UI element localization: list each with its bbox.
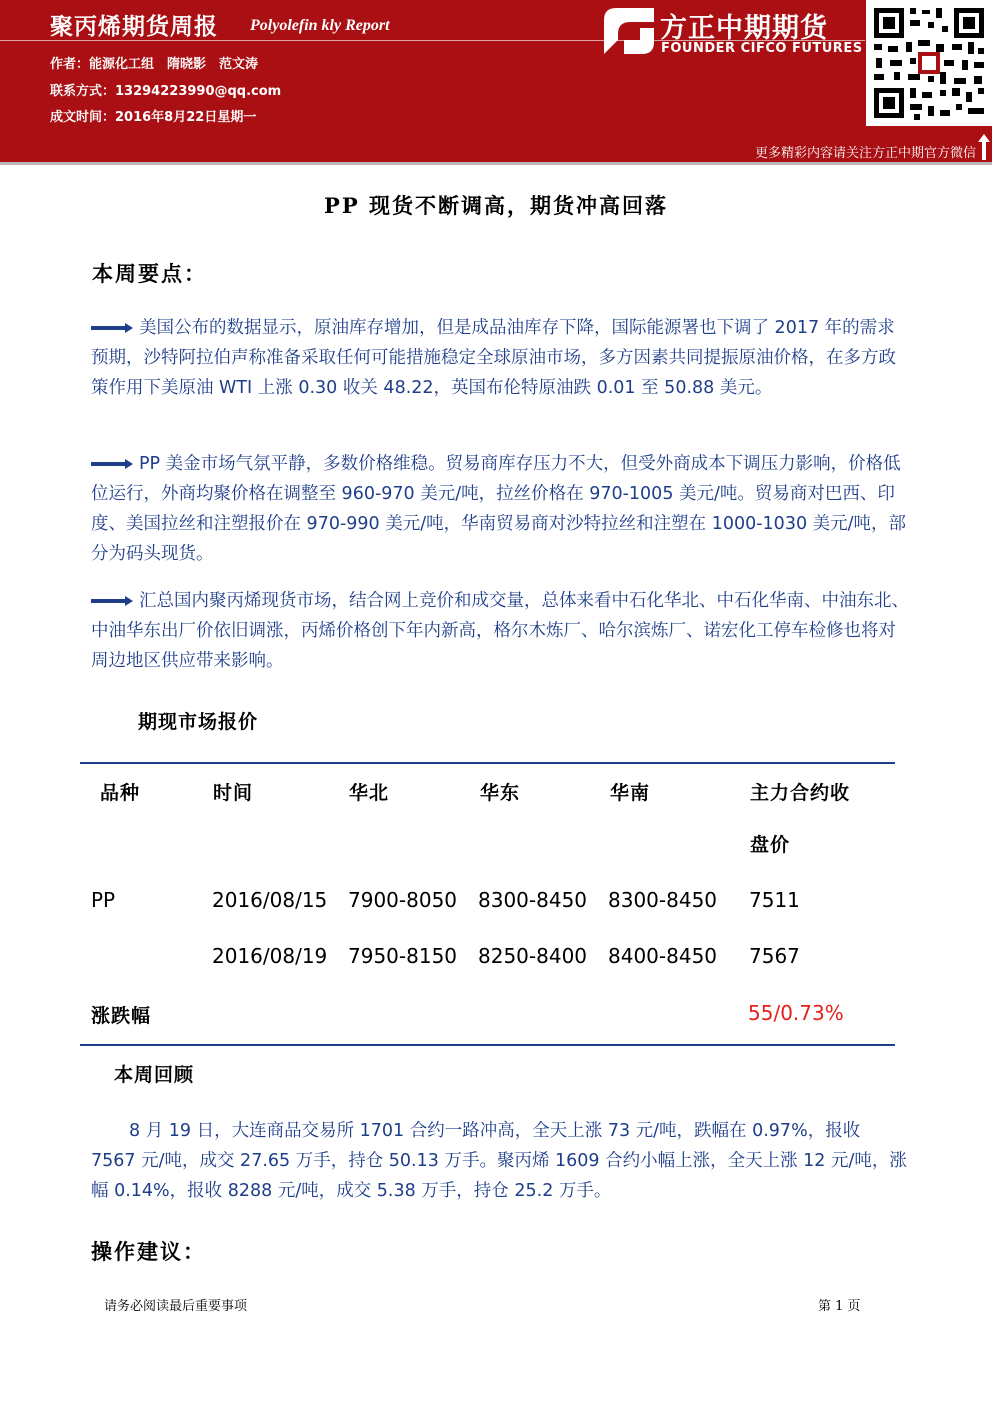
key-point-2 — [91, 449, 909, 569]
document-title: PP 现货不断调高，期货冲高回落 — [324, 193, 668, 218]
price-table-heading: 期现市场报价 — [138, 711, 259, 733]
review-text: 8 月 19 日，大连商品交易所 1701 合约一路冲高，全天上涨 73 元/吨，跌幅在 0.97%，报收 7567 元/吨，成交 27.65 万手，持仓 50.13 万手。聚丙烯 1609 合约小幅上涨，全天上涨 12 元/吨，涨幅 0.14%，报收 8288 元/吨，成交 5.38 万手，持仓 25.2 万手。 — [91, 1121, 907, 1201]
wechat-follow-note: 更多精彩内容请关注方正中期官方微信 — [754, 146, 976, 161]
date-line: 成文时间：2016年8月22日星期一 — [50, 110, 257, 125]
arrow-bullet-icon — [91, 459, 133, 469]
key-points-heading: 本周要点： — [92, 261, 207, 286]
page-number: 第 1 页 — [818, 1299, 861, 1314]
key-point-3-text: 汇总国内聚丙烯现货市场，结合网上竞价和成交量，总体来看中石化华北、中石化华南、中油东北、中油华东出厂价依旧调涨，丙烯价格创下年内新高，格尔木炼厂、哈尔滨炼厂、诺宏化工停车检修也将对周边地区供应带来影响。 — [91, 591, 909, 671]
row1-south: 8300-8450 — [608, 888, 718, 912]
review-heading: 本周回顾 — [114, 1064, 195, 1086]
change-value: 55/0.73% — [748, 1001, 844, 1025]
brand-name-cn: 方正中期期货 — [660, 13, 828, 44]
key-point-1 — [91, 313, 909, 403]
authors-line: 作者：能源化工组 隋晓影 范文涛 — [50, 57, 259, 72]
col-header-close-line2: 盘价 — [750, 834, 791, 856]
row2-date: 2016/08/19 — [212, 944, 328, 968]
row1-close: 7511 — [749, 888, 800, 912]
contact-line: 联系方式：13294223990@qq.com — [50, 84, 282, 99]
col-header-south: 华南 — [610, 782, 651, 804]
arrow-bullet-icon — [91, 323, 133, 333]
key-point-1-text: 美国公布的数据显示，原油库存增加，但是成品油库存下降，国际能源署也下调了 2017 年的需求预期，沙特阿拉伯声称准备采取任何可能措施稳定全球原油市场，多方因素共同提振原油价格，在多方政策作用下美原油 WTI 上涨 0.30 收关 48.22，英国布伦特原油跌 0.01 至 50.88 美元。 — [91, 318, 896, 398]
advice-heading: 操作建议： — [91, 1239, 206, 1264]
report-title-cn: 聚丙烯期货周报 — [50, 14, 218, 40]
arrow-up-icon — [978, 134, 990, 160]
col-header-north: 华北 — [349, 782, 390, 804]
brand-name-en: FOUNDER CIFCO FUTURES — [661, 41, 863, 56]
row1-date: 2016/08/15 — [212, 888, 328, 912]
row1-product: PP — [91, 888, 116, 912]
table-top-rule — [80, 762, 895, 764]
wechat-qr-code-icon — [866, 0, 992, 126]
footer-disclaimer: 请务必阅读最后重要事项 — [104, 1299, 248, 1314]
change-label: 涨跌幅 — [91, 1005, 152, 1027]
founder-logo-icon — [604, 8, 654, 54]
table-bottom-rule — [80, 1044, 895, 1046]
row1-east: 8300-8450 — [478, 888, 588, 912]
report-title-en: Polyolefin kly Report — [250, 17, 390, 34]
col-header-time: 时间 — [213, 782, 254, 804]
row2-north: 7950-8150 — [348, 944, 458, 968]
row2-close: 7567 — [749, 944, 800, 968]
col-header-product: 品种 — [100, 782, 141, 804]
col-header-close-line1: 主力合约收 — [750, 782, 851, 804]
row2-south: 8400-8450 — [608, 944, 718, 968]
row2-east: 8250-8400 — [478, 944, 588, 968]
header-bottom-rule — [0, 162, 992, 165]
arrow-bullet-icon — [91, 596, 133, 606]
col-header-east: 华东 — [480, 782, 521, 804]
row1-north: 7900-8050 — [348, 888, 458, 912]
report-header — [0, 0, 992, 162]
key-point-3 — [91, 586, 909, 676]
key-point-2-text: PP 美金市场气氛平静，多数价格维稳。贸易商库存压力不大，但受外商成本下调压力影响，价格低位运行，外商均聚价格在调整至 960-970 美元/吨，拉丝价格在 970-1005 美元/吨。贸易商对巴西、印度、美国拉丝和注塑报价在 970-990 美元/吨，华南贸易商对沙特拉丝和注塑在 1000-1030 美元/吨，部分为码头现货。 — [91, 454, 907, 564]
